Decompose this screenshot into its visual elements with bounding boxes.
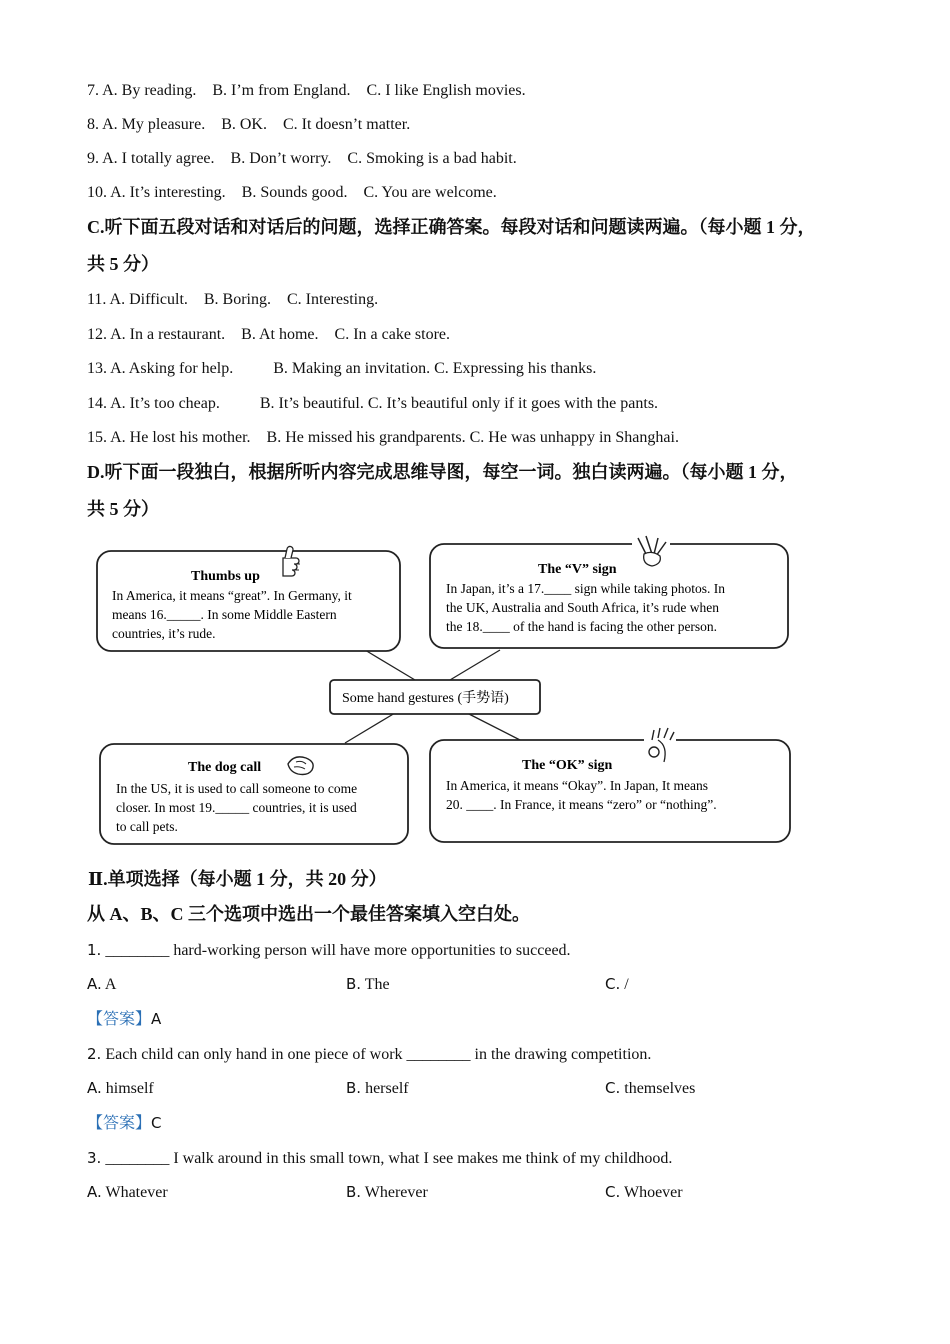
section-d-heading-line1: D.听下面一段独白，根据所听内容完成思维导图，每空一词。独白读两遍。（每小题 1 分， <box>87 462 798 482</box>
section-c-heading-line1: C.听下面五段对话和对话后的问题，选择正确答案。每段对话和问题读两遍。（每小题 1 分， <box>87 217 816 237</box>
v-sign-line3: the 18.____ of the hand is facing the other person. <box>446 619 718 634</box>
dog-call-line3: to call pets. <box>116 819 178 834</box>
center-label: Some hand gestures (手势语) <box>342 691 509 706</box>
mc-question-2-option-b: B. herself <box>346 1079 409 1097</box>
ok-hand-icon <box>644 728 676 766</box>
mc-question-1-answer: 【答案】A <box>87 1010 162 1028</box>
question-8: 8. A. My pleasure. B. OK. C. It doesn’t matter. <box>87 116 411 133</box>
v-sign-line1: In Japan, it’s a 17.____ sign while taking photos. In <box>446 581 725 596</box>
thumbs-up-box <box>97 546 400 651</box>
mc-question-1-option-b: B. The <box>346 975 390 993</box>
question-15: 15. A. He lost his mother. B. He missed his grandparents. C. He was unhappy in Shanghai. <box>87 429 679 446</box>
question-14: 14. A. It’s too cheap. B. It’s beautiful. C. It’s beautiful only if it goes with the pants. <box>87 395 659 412</box>
thumbs-up-line2: means 16._____. In some Middle Eastern <box>112 607 337 622</box>
thumbs-up-line1: In America, it means “great”. In Germany, it <box>112 588 352 603</box>
mc-question-1-option-a: A. A <box>87 975 117 993</box>
thumbs-up-line3: countries, it’s rude. <box>112 626 216 641</box>
dog-call-line1: In the US, it is used to call someone to come <box>116 781 358 796</box>
mc-question-2-answer: 【答案】C <box>87 1114 162 1132</box>
mc-question-2: 2. Each child can only hand in one piece of work ________ in the drawing competition. <box>87 1045 652 1063</box>
mc-question-1-option-c: C. / <box>605 975 629 993</box>
v-hand-icon <box>632 536 670 568</box>
section-c-heading-line2: 共 5 分） <box>87 254 159 274</box>
dog-call-box <box>100 744 408 844</box>
mc-question-3-option-b: B. Wherever <box>346 1183 428 1201</box>
question-10: 10. A. It’s interesting. B. Sounds good. C. You are welcome. <box>87 184 497 201</box>
v-sign-title: The “V” sign <box>538 562 617 577</box>
section-ii-instruction: 从 A、B、C 三个选项中选出一个最佳答案填入空白处。 <box>87 904 531 924</box>
v-sign-box <box>430 536 788 648</box>
question-11: 11. A. Difficult. B. Boring. C. Interesting. <box>87 291 379 308</box>
question-13: 13. A. Asking for help. B. Making an invitation. C. Expressing his thanks. <box>87 360 597 377</box>
section-d-heading-line2: 共 5 分） <box>87 499 159 519</box>
ok-sign-line2: 20. ____. In France, it means “zero” or “nothing”. <box>446 797 717 812</box>
question-7: 7. A. By reading. B. I’m from England. C. I like English movies. <box>87 82 526 99</box>
mc-question-3-option-a: A. Whatever <box>87 1183 168 1201</box>
dog-call-title: The dog call <box>188 760 262 775</box>
thumbs-up-title: Thumbs up <box>191 569 260 584</box>
mind-map <box>0 530 950 850</box>
mc-question-2-option-c: C. themselves <box>605 1079 696 1097</box>
dog-call-line2: closer. In most 19._____ countries, it is used <box>116 800 357 815</box>
mc-question-3-option-c: C. Whoever <box>605 1183 683 1201</box>
section-ii-heading: Ⅱ.单项选择（每小题 1 分，共 20 分） <box>88 869 387 889</box>
ok-sign-box <box>430 728 790 842</box>
mc-question-2-option-a: A. himself <box>87 1079 154 1097</box>
mc-question-1: 1. ________ hard-working person will have more opportunities to succeed. <box>87 941 571 959</box>
question-9: 9. A. I totally agree. B. Don’t worry. C. Smoking is a bad habit. <box>87 150 517 167</box>
mc-question-3: 3. ________ I walk around in this small town, what I see makes me think of my childhood. <box>87 1149 673 1167</box>
ok-sign-title: The “OK” sign <box>522 758 613 773</box>
v-sign-line2: the UK, Australia and South Africa, it’s rude when <box>446 600 719 615</box>
center-box <box>330 680 540 714</box>
question-12: 12. A. In a restaurant. B. At home. C. In a cake store. <box>87 326 451 343</box>
ok-sign-line1: In America, it means “Okay”. In Japan, It means <box>446 778 709 793</box>
